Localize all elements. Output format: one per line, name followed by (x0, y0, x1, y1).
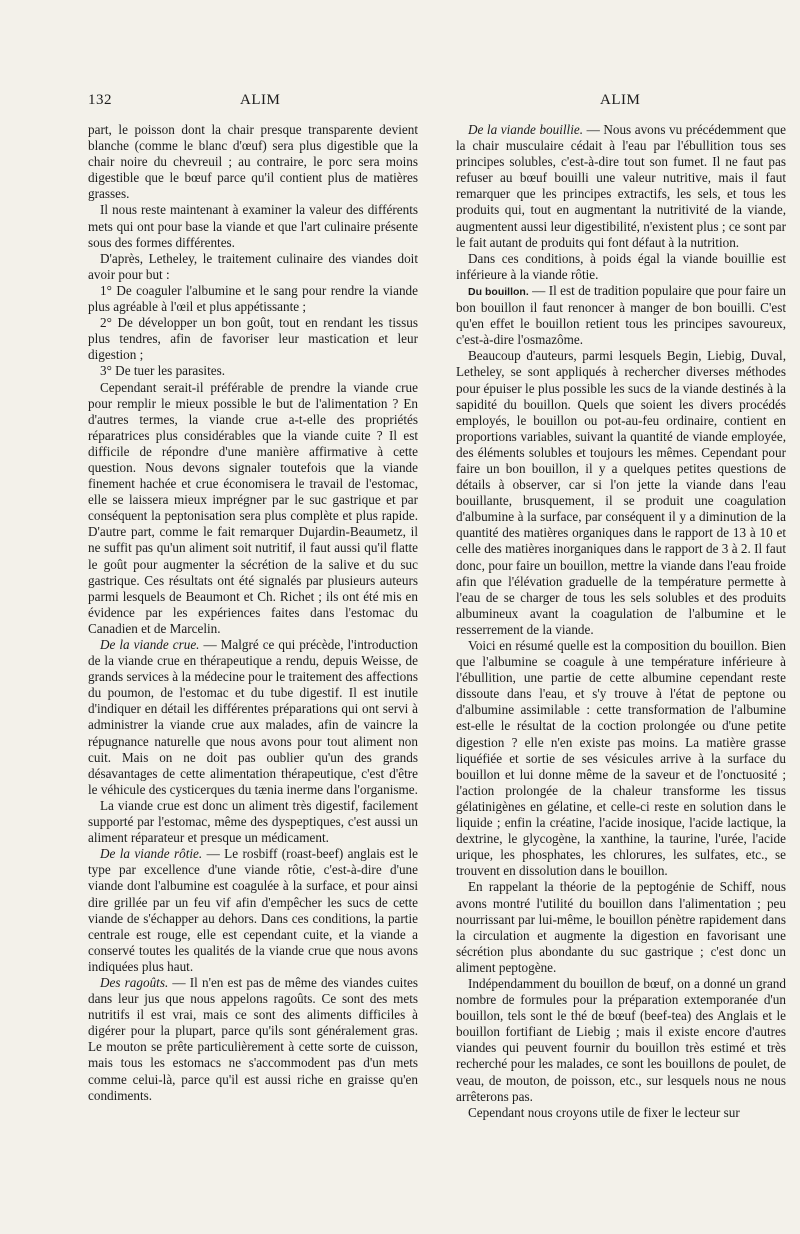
paragraph-text: Cependant serait-il préférable de prendre la viande crue pour remplir le mieux possible le but de l'alimentation ? En d'autres termes, la viande crue a-t-elle des propriétés réparatrices plus considérables que la viande cuite ? Il est difficile de répondre d'une manière affirmative à cette question. Nous devons signaler toutefois que la viande finement hachée et crue économisera le travail de l'estomac, elle se laissera mieux imprégner par le suc gastrique et par conséquent la peptonisation sera plus complète et plus rapide. D'autre part, comme le fait remarquer Dujardin-Beaumetz, il ne suffit pas qu'un aliment soit nutritif, il faut aussi qu'il flatte le goût pour augmenter la sécrétion de la salive et du suc gastrique. Ces résultats ont été signalés par plusieurs auteurs parmi lesquels de Beaumont et Ch. Richet ; ils ont été mis en évidence par les expériences faites dans l'estomac du Canadien et de Marcelin. (88, 379, 418, 636)
page-number: 132 (88, 92, 112, 108)
paragraph (88, 202, 418, 250)
section-heading: De la viande crue. (100, 637, 200, 652)
paragraph (88, 637, 418, 798)
paragraph (88, 283, 418, 315)
paragraph (456, 1105, 786, 1121)
running-head-left: ALIM (240, 92, 281, 108)
paragraph-text: 2° De développer un bon goût, tout en rendant les tissus plus tendres, afin de favoriser leur mastication et leur digestion ; (88, 315, 418, 363)
paragraph-text: Indépendamment du bouillon de bœuf, on a donné un grand nombre de formules pour la préparation extemporanée d'un bouillon, tels sont le thé de bœuf (beef-tea) des Anglais et le bouillon fortifiant de Liebig ; mais il existe encore d'autres viandes qui peuvent fournir du bouillon très estimé et très recherché pour les malades, ce sont les bouillons de poulet, de veau, de mouton, de poisson, etc., sur lesquels nous ne nous arrêterons pas. (456, 975, 786, 1104)
paragraph-text: 3° De tuer les parasites. (100, 363, 226, 379)
section-heading: Des ragoûts. (100, 974, 169, 990)
paragraph (88, 975, 418, 1104)
page-header (88, 92, 768, 116)
paragraph-text: Il nous reste maintenant à examiner la valeur des différents mets qui ont pour base la viande et que l'art culinaire présente sous des formes différentes. (88, 202, 418, 250)
paragraph-text: D'après, Letheley, le traitement culinaire des viandes doit avoir pour but : (88, 250, 418, 282)
paragraph (88, 122, 418, 202)
paragraph-text: Dans ces conditions, à poids égal la viande bouillie est inférieure à la viande rôtie. (456, 250, 786, 282)
running-head-right: ALIM (600, 92, 641, 108)
paragraph (88, 251, 418, 283)
paragraph (456, 251, 786, 283)
paragraph (456, 122, 786, 251)
paragraph (88, 846, 418, 975)
paragraph (456, 976, 786, 1105)
paragraph-text: La viande crue est donc un aliment très digestif, facilement supporté par l'estomac, même des dyspeptiques, c'est aussi un aliment réparateur et presque un médicament. (88, 797, 418, 846)
paragraph (88, 315, 418, 363)
paragraph (456, 348, 786, 638)
paragraph (456, 283, 786, 348)
paragraph (456, 638, 786, 879)
paragraph-text: Voici en résumé quelle est la composition du bouillon. Bien que l'albumine se coagule à une température inférieure à l'ébullition, une partie de cette albumine cependant reste dissoute dans l'eau, et s'y trouve à l'état de peptone ou d'albumine assimilable : cette transformation de l'albumine est-elle le résultat de la coction prolongée ou d'une petite digestion ? elle n'en existe pas moins. La matière grasse liquéfiée et sortie de ses vésicules arrive à la surface du bouillon et lui donne même de la saveur et de l'onctuosité ; l'action prolongée de la chaleur transforme les tissus gélatinigènes en gélatine, et celle-ci reste en solution dans le liquide ; enfin la créatine, l'acide inosique, l'acide lactique, la dextrine, le glycogène, la xanthine, la taurine, l'urée, l'acide urique, les phosphates, les chlorures, les sulfates, etc., se trouvent en dissolution dans le bouillon. (456, 638, 786, 879)
right-column (456, 122, 786, 1121)
section-heading: Du bouillon. (468, 285, 529, 298)
paragraph (456, 879, 786, 976)
left-column (88, 122, 418, 1104)
section-heading: De la viande rôtie. (100, 846, 203, 862)
paragraph-text: — Le rosbiff (roast-beef) anglais est le type par excellence d'une viande rôtie, c'est-à-dire d'une viande dont l'albumine est coagulée à la surface, et pour ainsi dire grillée par un feu vif afin d'empêcher les sucs de cette viande de s'échapper au dehors. Dans ces conditions, la partie centrale est rouge, elle est cependant cuite, et la viande a conservé toutes les qualités de la viande crue que nous avons indiquées plus haut. (88, 846, 418, 974)
paragraph (88, 380, 418, 638)
paragraph-text: — Nous avons vu précédemment que la chair musculaire cédait à l'eau par l'ébullition tous ses principes solubles, c'est-à-dire tout son fumet. Il ne faut pas refuser au bœuf bouilli une valeur nutritive, mais il faut remarquer que les principes extractifs, les sels, et tous les produits qui, tout en augmentant la nutritivité de la viande, augmentent aussi leur digestibilité, n'existent plus ; ce sont par le fait autant de produits qui font défaut à la nutrition. (456, 122, 786, 250)
paragraph-text: — Il n'en est pas de même des viandes cuites dans leur jus que nous appelons ragoûts. Ce sont des mets nutritifs il est vrai, mais ce sont des aliments difficiles à digérer pour la plupart, parce qu'ils sont généralement gras. Le mouton se prête particulièrement à cette sorte de cuisson, mais tous les estomacs ne s'accommodent pas d'un mets comme celui-là, parce qu'il est aussi riche en graisse qu'en condiments. (88, 974, 418, 1103)
paragraph-text: Cependant nous croyons utile de fixer le lecteur sur (468, 1104, 740, 1120)
paragraph (88, 798, 418, 846)
paragraph-text: — Il est de tradition populaire que pour faire un bon bouillon il faut renoncer à manger de bon bouilli. C'est qu'en effet le bouillon retient tous les principes savoureux, c'est-à-dire l'osmazôme. (456, 282, 786, 348)
paragraph-text: Beaucoup d'auteurs, parmi lesquels Begin, Liebig, Duval, Letheley, se sont appliqués à rechercher diverses méthodes pour épuiser le plus possible les sucs de la viande destinés à la sapidité du bouillon. Quels que soient les divers procédés employés, le bouillon ou pot-au-feu ordinaire, contient en proportions variables, suivant la quantité de viande employée, des éléments solubles et toujours les mêmes. Cependant pour faire un bon bouillon, il y a quelques petites questions de détails à observer, car si l'on jette la viande dans l'eau bouillante, brusquement, il se produit une coagulation d'albumine à la surface, par conséquent il y a diminution de la quantité des matières organiques dans le rapport de 13 à 10 et celle des matières inorganiques dans le rapport de 3 à 2. Il faut donc, pour faire un bouillon, mettre la viande dans l'eau froide afin que l'élévation graduelle de la température permette à l'eau de se charger de tous les sels solubles et des produits albumineux avant la coagulation de l'albumine et le resserrement de la viande. (456, 348, 786, 637)
section-heading: De la viande bouillie. (468, 122, 584, 137)
paragraph (88, 363, 418, 379)
paragraph-text: — Malgré ce qui précède, l'introduction de la viande crue en thérapeutique a rendu, depuis Weisse, de grands services à la médecine pour le traitement des affections du poumon, de l'estomac et du tube digestif. Il est inutile d'indiquer en détail les différentes préparations qui ont servi à administrer la viande crue aux malades, afin de vaincre la répugnance naturelle que nous avons pour tout aliment non cuit. Mais on ne doit pas oublier qu'un des grands désavantages de cette alimentation thérapeutique, c'est d'être le véhicule des cysticerques du tænia inerme dans l'organisme. (88, 637, 418, 797)
paragraph-text: 1° De coaguler l'albumine et le sang pour rendre la viande plus agréable à l'œil et plus appétissante ; (88, 282, 418, 315)
paragraph-text: En rappelant la théorie de la peptogénie de Schiff, nous avons montré l'utilité du bouillon dans l'alimentation ; peu nourrissant par lui-même, le bouillon pénètre rapidement dans la circulation et augmente la digestion en favorisant une sécrétion plus abondante du suc gastrique ; c'est donc un aliment peptogène. (456, 879, 786, 975)
paragraph-text: part, le poisson dont la chair presque transparente devient blanche (comme le blanc d'œuf) sera plus digestible que la chair noire du chevreuil ; au contraire, le porc sera moins digestible que le bœuf parce qu'il contient plus de matières grasses. (88, 122, 418, 202)
